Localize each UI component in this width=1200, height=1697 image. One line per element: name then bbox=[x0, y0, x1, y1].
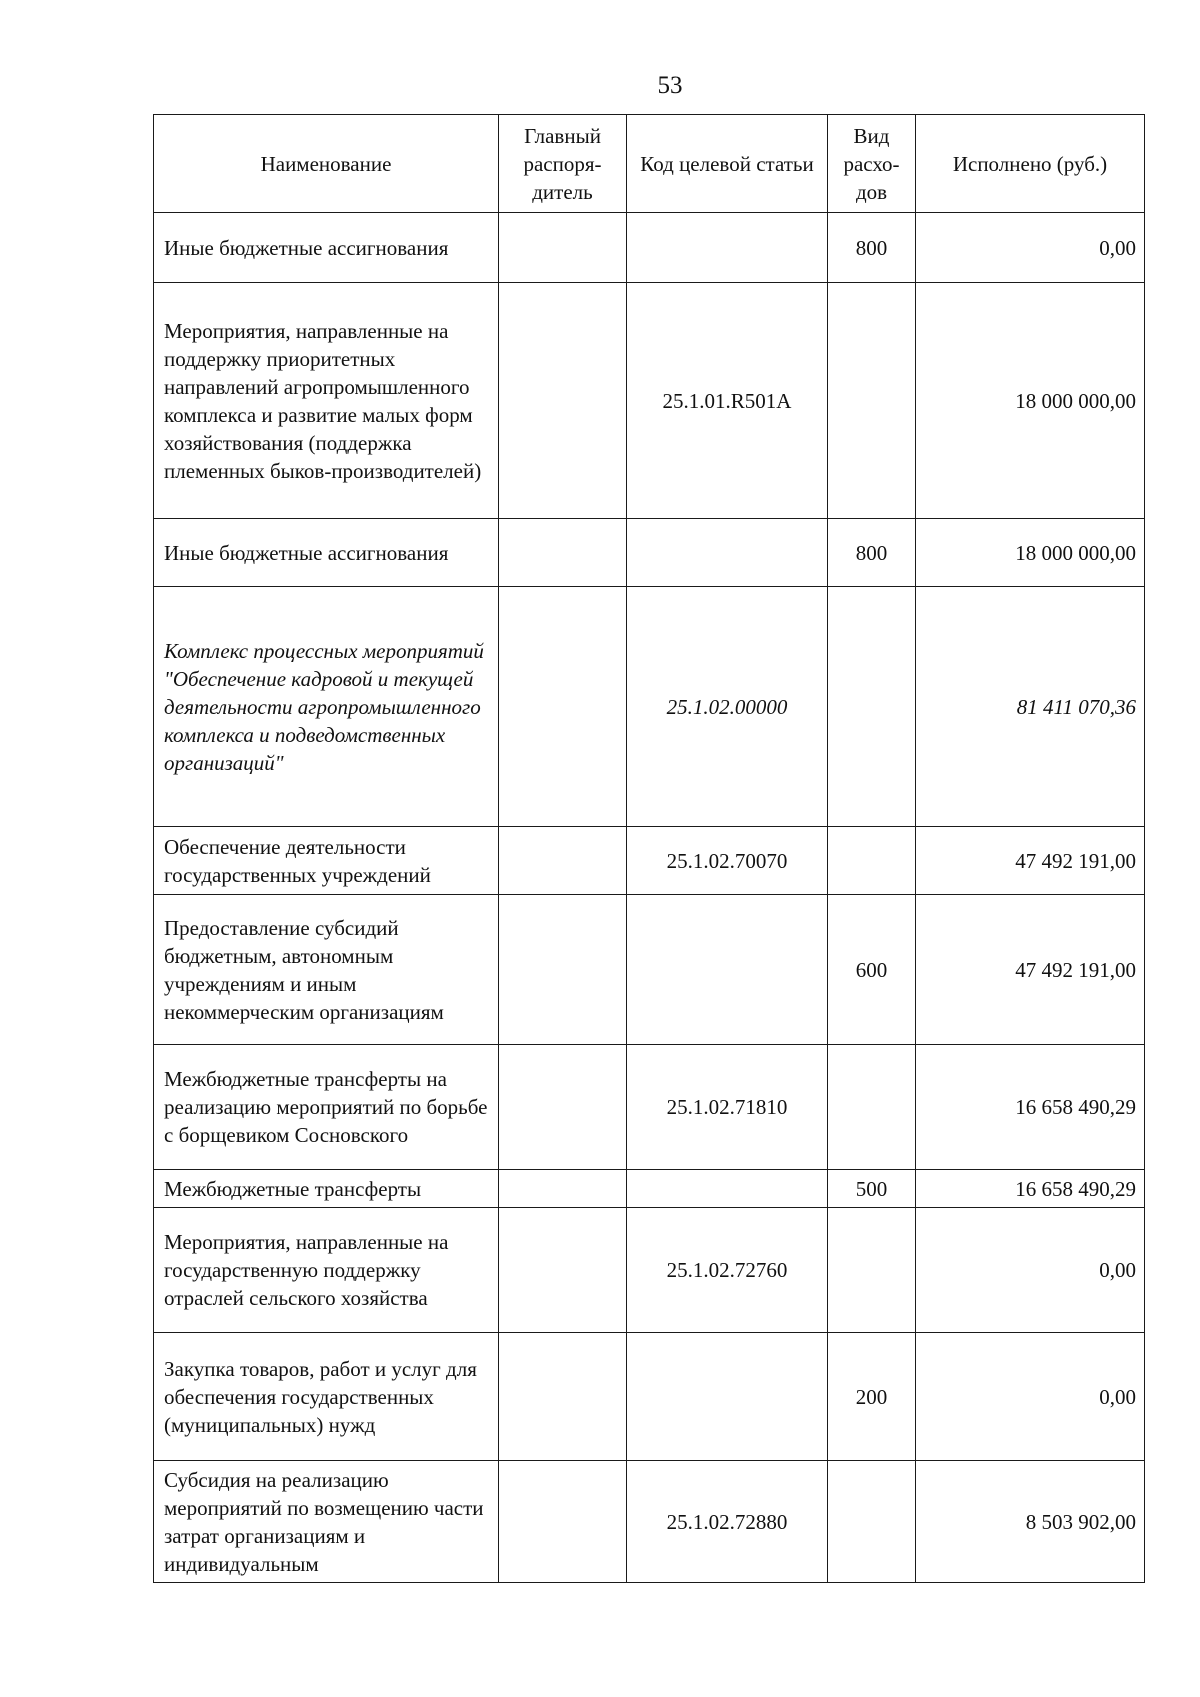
header-expense-type: Вид расхо-дов bbox=[828, 115, 916, 213]
row-manager-cell bbox=[499, 1333, 627, 1461]
row-manager-cell bbox=[499, 283, 627, 519]
row-executed-cell: 81 411 070,36 bbox=[916, 587, 1145, 827]
row-code-cell bbox=[627, 1333, 828, 1461]
row-executed-cell: 16 658 490,29 bbox=[916, 1045, 1145, 1170]
row-name-cell: Субсидия на реализацию мероприятий по возмещению части затрат организациям и индивидуальным bbox=[154, 1461, 499, 1583]
row-name-cell: Межбюджетные трансферты bbox=[154, 1170, 499, 1208]
row-executed-cell: 0,00 bbox=[916, 1208, 1145, 1333]
row-name-cell: Мероприятия, направленные на государственную поддержку отраслей сельского хозяйства bbox=[154, 1208, 499, 1333]
table-row bbox=[154, 1045, 1145, 1170]
page-number: 53 bbox=[657, 72, 683, 99]
row-executed-cell: 18 000 000,00 bbox=[916, 283, 1145, 519]
row-name-cell: Предоставление субсидий бюджетным, автономным учреждениям и иным некоммерческим организациям bbox=[154, 895, 499, 1045]
row-expense-type-cell bbox=[828, 283, 916, 519]
row-expense-type-cell bbox=[828, 1045, 916, 1170]
header-name: Наименование bbox=[154, 115, 499, 213]
row-code-cell bbox=[627, 895, 828, 1045]
row-code-cell bbox=[627, 213, 828, 283]
row-code-cell: 25.1.02.72880 bbox=[627, 1461, 828, 1583]
row-name-cell: Иные бюджетные ассигнования bbox=[154, 519, 499, 587]
row-executed-cell: 47 492 191,00 bbox=[916, 895, 1145, 1045]
row-code-cell bbox=[627, 1170, 828, 1208]
table-row bbox=[154, 213, 1145, 283]
header-manager: Главный распоря-дитель bbox=[499, 115, 627, 213]
row-manager-cell bbox=[499, 519, 627, 587]
row-executed-cell: 16 658 490,29 bbox=[916, 1170, 1145, 1208]
row-expense-type-cell bbox=[828, 1461, 916, 1583]
row-code-cell bbox=[627, 519, 828, 587]
row-name-cell: Межбюджетные трансферты на реализацию мероприятий по борьбе с борщевиком Сосновского bbox=[154, 1045, 499, 1170]
row-manager-cell bbox=[499, 895, 627, 1045]
table-row bbox=[154, 283, 1145, 519]
row-expense-type-cell bbox=[828, 827, 916, 895]
row-manager-cell bbox=[499, 1170, 627, 1208]
row-manager-cell bbox=[499, 1461, 627, 1583]
row-expense-type-cell: 800 bbox=[828, 213, 916, 283]
row-expense-type-cell: 800 bbox=[828, 519, 916, 587]
row-executed-cell: 18 000 000,00 bbox=[916, 519, 1145, 587]
row-expense-type-cell: 200 bbox=[828, 1333, 916, 1461]
row-code-cell: 25.1.02.70070 bbox=[627, 827, 828, 895]
row-expense-type-cell bbox=[828, 587, 916, 827]
row-code-cell: 25.1.02.00000 bbox=[627, 587, 828, 827]
table-body bbox=[154, 213, 1145, 1583]
row-expense-type-cell: 600 bbox=[828, 895, 916, 1045]
budget-execution-table bbox=[153, 114, 1145, 1583]
row-code-cell: 25.1.02.71810 bbox=[627, 1045, 828, 1170]
row-manager-cell bbox=[499, 587, 627, 827]
row-manager-cell bbox=[499, 1045, 627, 1170]
row-code-cell: 25.1.01.R501A bbox=[627, 283, 828, 519]
row-name-cell: Обеспечение деятельности государственных учреждений bbox=[154, 827, 499, 895]
row-expense-type-cell bbox=[828, 1208, 916, 1333]
table-row bbox=[154, 1208, 1145, 1333]
table-row bbox=[154, 1333, 1145, 1461]
row-executed-cell: 0,00 bbox=[916, 213, 1145, 283]
row-expense-type-cell: 500 bbox=[828, 1170, 916, 1208]
row-name-cell: Закупка товаров, работ и услуг для обеспечения государственных (муниципальных) нужд bbox=[154, 1333, 499, 1461]
table-header-row bbox=[154, 115, 1145, 213]
row-executed-cell: 0,00 bbox=[916, 1333, 1145, 1461]
row-code-cell: 25.1.02.72760 bbox=[627, 1208, 828, 1333]
row-executed-cell: 47 492 191,00 bbox=[916, 827, 1145, 895]
table-row bbox=[154, 827, 1145, 895]
row-manager-cell bbox=[499, 213, 627, 283]
row-manager-cell bbox=[499, 1208, 627, 1333]
table-row bbox=[154, 1170, 1145, 1208]
table-row bbox=[154, 895, 1145, 1045]
header-executed: Исполнено (руб.) bbox=[916, 115, 1145, 213]
row-manager-cell bbox=[499, 827, 627, 895]
row-name-cell: Комплекс процессных мероприятий "Обеспечение кадровой и текущей деятельности агропромышленного комплекса и подведомственных организаций" bbox=[154, 587, 499, 827]
header-code: Код целевой статьи bbox=[627, 115, 828, 213]
table-row bbox=[154, 1461, 1145, 1583]
table-row bbox=[154, 587, 1145, 827]
row-name-cell: Мероприятия, направленные на поддержку приоритетных направлений агропромышленного комплекса и развитие малых форм хозяйствования (поддержка племенных быков-производителей) bbox=[154, 283, 499, 519]
row-name-cell: Иные бюджетные ассигнования bbox=[154, 213, 499, 283]
row-executed-cell: 8 503 902,00 bbox=[916, 1461, 1145, 1583]
table-row bbox=[154, 519, 1145, 587]
